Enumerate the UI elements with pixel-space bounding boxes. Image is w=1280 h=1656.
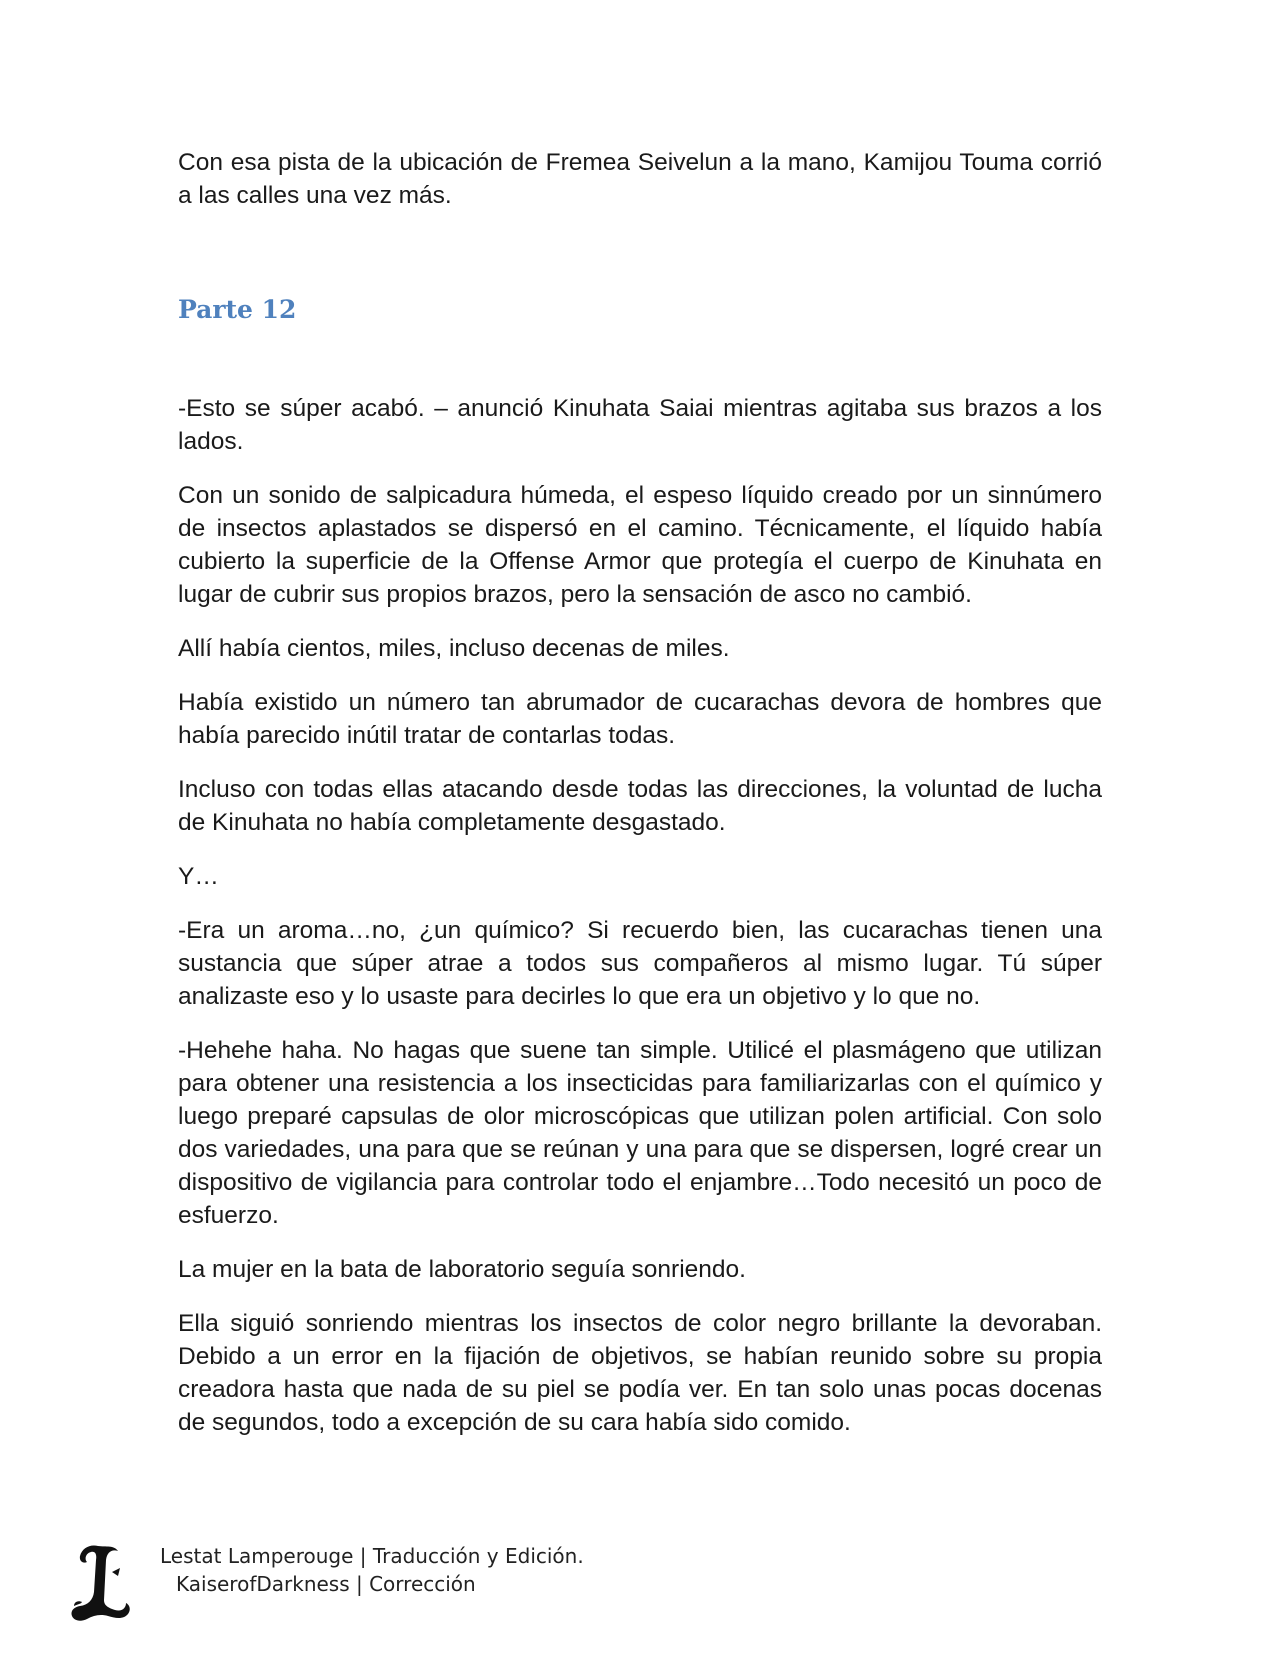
credit-correction: KaiserofDarkness | Corrección [176, 1572, 476, 1596]
paragraph: Allí había cientos, miles, incluso decenas de miles. [178, 635, 730, 662]
paragraph: Y… [178, 863, 219, 890]
paragraph: -Era un aroma…no, ¿un químico? Si recuerdo bien, las cucarachas tienen una sustancia que súper atrae a todos sus compañeros al mismo lugar. Tú súper analizaste eso y lo usaste para decirles lo que era un objetivo y lo que no. [178, 917, 1102, 1010]
document-body [178, 146, 1102, 1460]
page-footer [68, 1542, 768, 1632]
paragraph: -Hehehe haha. No hagas que suene tan simple. Utilicé el plasmágeno que utilizan para obtener una resistencia a los insecticidas para familiarizarlas con el químico y luego preparé capsulas de olor microscópicas que utilizan polen artificial. Con solo dos variedades, una para que se reúnan y una para que se dispersen, logré crear un dispositivo de vigilancia para controlar todo el enjambre…Todo necesitó un poco de esfuerzo. [178, 1037, 1102, 1229]
paragraph: -Esto se súper acabó. – anunció Kinuhata Saiai mientras agitaba sus brazos a los lados. [178, 395, 1102, 455]
paragraph: Había existido un número tan abrumador de cucarachas devora de hombres que había parecido inútil tratar de contarlas todas. [178, 689, 1102, 749]
paragraph: Ella siguió sonriendo mientras los insectos de color negro brillante la devoraban. Debido a un error en la fijación de objetivos, se habían reunido sobre su propia creadora hasta que nada de su piel se podía ver. En tan solo unas pocas docenas de segundos, todo a excepción de su cara había sido comido. [178, 1310, 1102, 1436]
intro-paragraph: Con esa pista de la ubicación de Fremea Seivelun a la mano, Kamijou Touma corrió a las calles una vez más. [178, 149, 1102, 209]
paragraph: Con un sonido de salpicadura húmeda, el espeso líquido creado por un sinnúmero de insectos aplastados se dispersó en el camino. Técnicamente, el líquido había cubierto la superficie de la Offense Armor que protegía el cuerpo de Kinuhata en lugar de cubrir sus propios brazos, pero la sensación de asco no cambió. [178, 482, 1102, 608]
paragraph: Incluso con todas ellas atacando desde todas las direcciones, la voluntad de lucha de Kinuhata no había completamente desgastado. [178, 776, 1102, 836]
section-heading: Parte 12 [178, 295, 297, 324]
credit-translation: Lestat Lamperouge | Traducción y Edición. [160, 1544, 584, 1568]
gothic-l-logo-icon [68, 1542, 134, 1624]
paragraph: La mujer en la bata de laboratorio seguía sonriendo. [178, 1256, 746, 1283]
credits [160, 1542, 584, 1598]
